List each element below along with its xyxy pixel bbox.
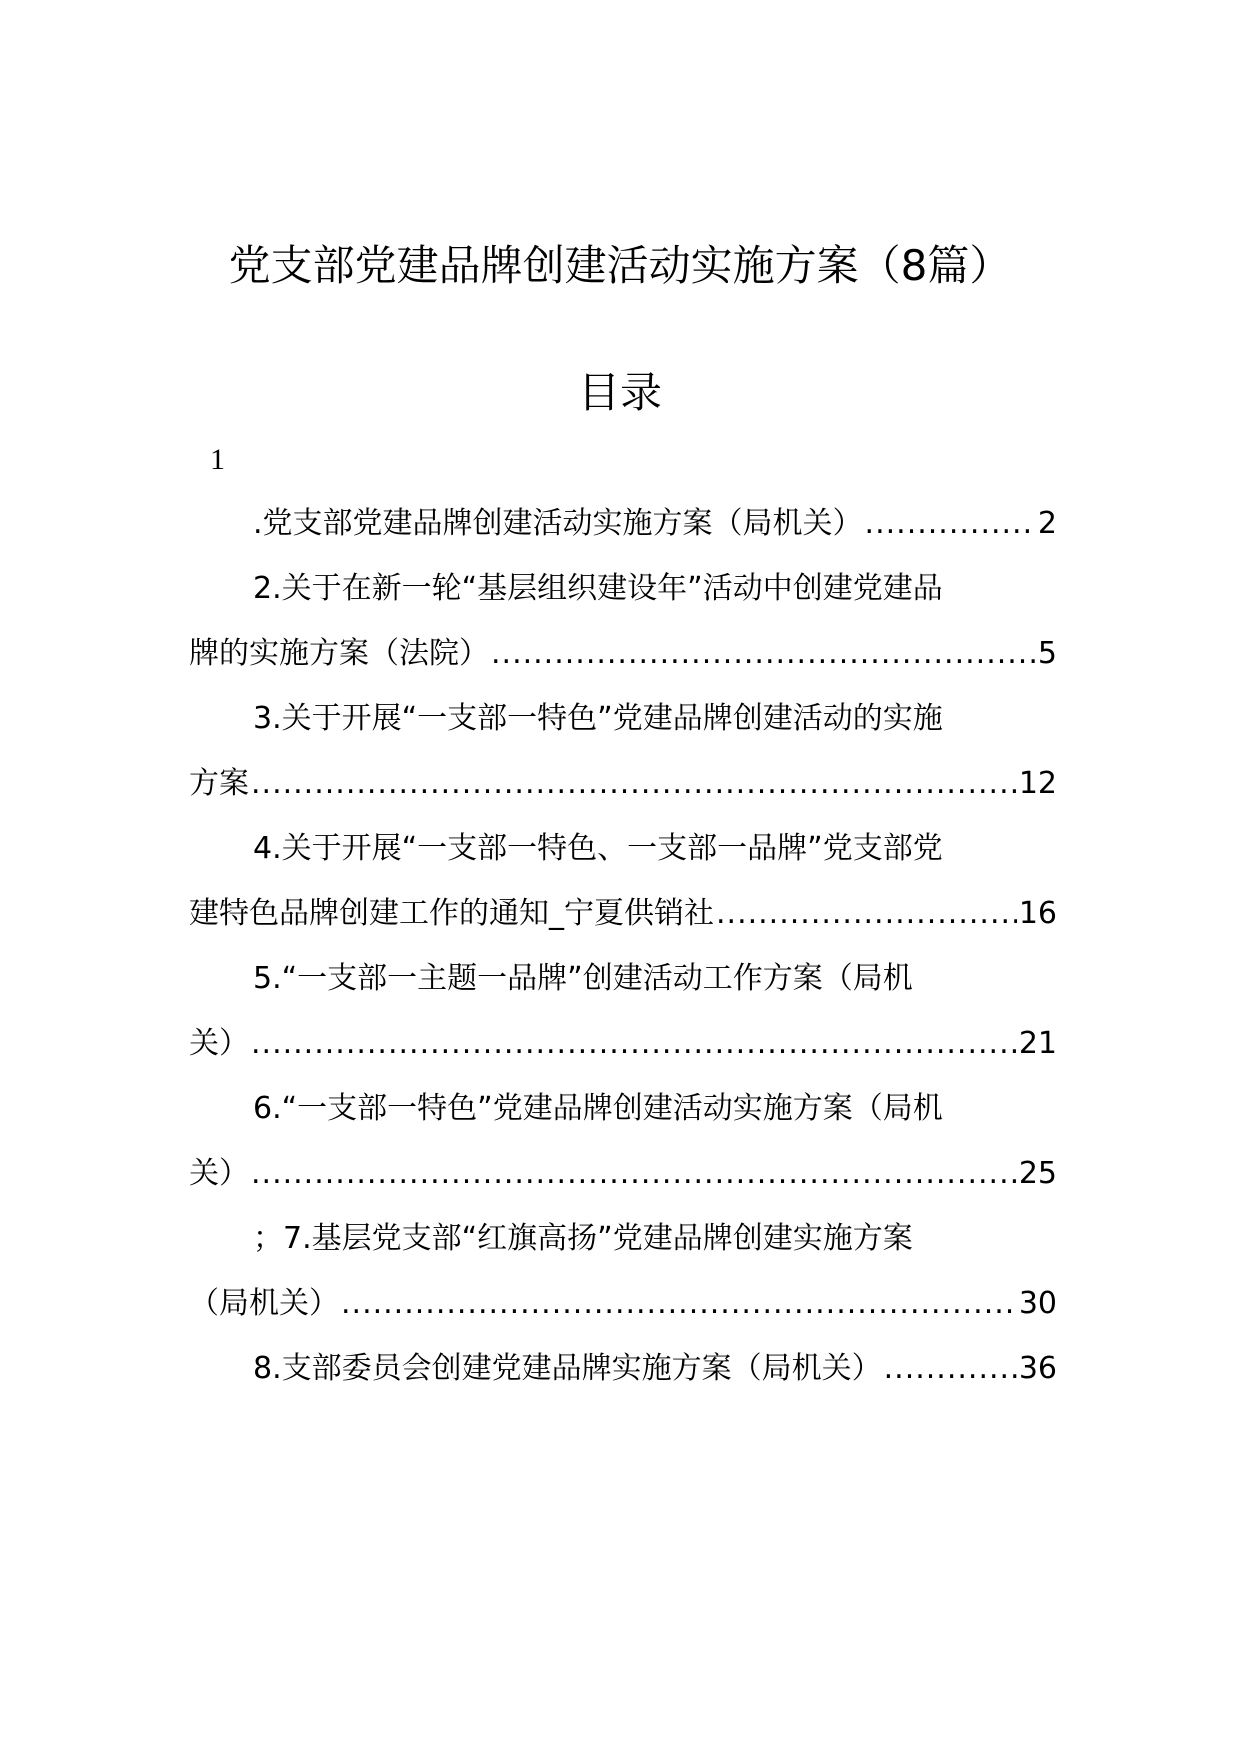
leader-dots [341,1271,1017,1336]
toc-entry-text: 2.关于在新一轮“基层组织建设年”活动中创建党建品 [253,571,943,606]
toc-entry-4[interactable] [189,816,1057,881]
toc-entry-6[interactable] [189,1076,1057,1141]
toc-page-number: 36 [1018,1351,1057,1386]
toc-entry-text: （局机关） [189,1286,339,1321]
toc-entry-3[interactable] [189,686,1057,751]
toc-entry-5[interactable] [189,946,1057,1011]
toc-entry-6-continuation[interactable] [189,1141,1057,1206]
toc-page-number: 21 [1018,1026,1057,1061]
leader-dots [491,621,1036,686]
leader-dots [251,1141,1017,1206]
stray-number: 1 [210,443,225,476]
toc-entry-5-continuation[interactable] [189,1011,1057,1076]
toc-page-number: 25 [1018,1156,1057,1191]
toc-entry-text: 建特色品牌创建工作的通知_宁夏供销社 [189,896,714,931]
toc-entry-7-continuation[interactable] [189,1271,1057,1336]
toc-entry-text: 方案 [189,766,249,801]
toc-entry-1[interactable] [189,491,1057,556]
toc-entry-2[interactable] [189,556,1057,621]
toc-entry-text: 5.“一支部一主题一品牌”创建活动工作方案（局机 [253,961,913,996]
toc-entry-3-continuation[interactable] [189,751,1057,816]
toc-entry-text: 8.支部委员会创建党建品牌实施方案（局机关） [253,1351,882,1386]
leader-dots [251,1011,1017,1076]
toc-entry-text: 3.关于开展“一支部一特色”党建品牌创建活动的实施 [253,701,943,736]
toc-entry-text: 6.“一支部一特色”党建品牌创建活动实施方案（局机 [253,1091,943,1126]
document-title: 党支部党建品牌创建活动实施方案（8篇） [228,241,1012,290]
toc-heading: 目录 [577,368,662,417]
toc-entry-text: 4.关于开展“一支部一特色、一支部一品牌”党支部党 [253,831,943,866]
toc-entry-8[interactable] [189,1336,1057,1401]
toc-page-number: 12 [1018,766,1057,801]
leader-dots [865,491,1036,556]
toc-page-number: 30 [1018,1286,1057,1321]
leader-dots [716,881,1017,946]
toc-entry-4-continuation[interactable] [189,881,1057,946]
toc-entry-text: 牌的实施方案（法院） [189,636,489,671]
leader-dots [251,751,1017,816]
toc-entry-2-continuation[interactable] [189,621,1057,686]
table-of-contents [189,491,1057,1401]
toc-page-number: 5 [1037,636,1057,671]
toc-entry-7[interactable] [189,1206,1057,1271]
toc-entry-text: .党支部党建品牌创建活动实施方案（局机关） [253,506,863,541]
toc-page-number: 16 [1018,896,1057,931]
leader-dots [884,1336,1017,1401]
toc-entry-text: 关） [189,1026,249,1061]
toc-entry-text: ；7.基层党支部“红旗高扬”党建品牌创建实施方案 [253,1221,913,1256]
toc-page-number: 2 [1037,506,1057,541]
toc-entry-text: 关） [189,1156,249,1191]
